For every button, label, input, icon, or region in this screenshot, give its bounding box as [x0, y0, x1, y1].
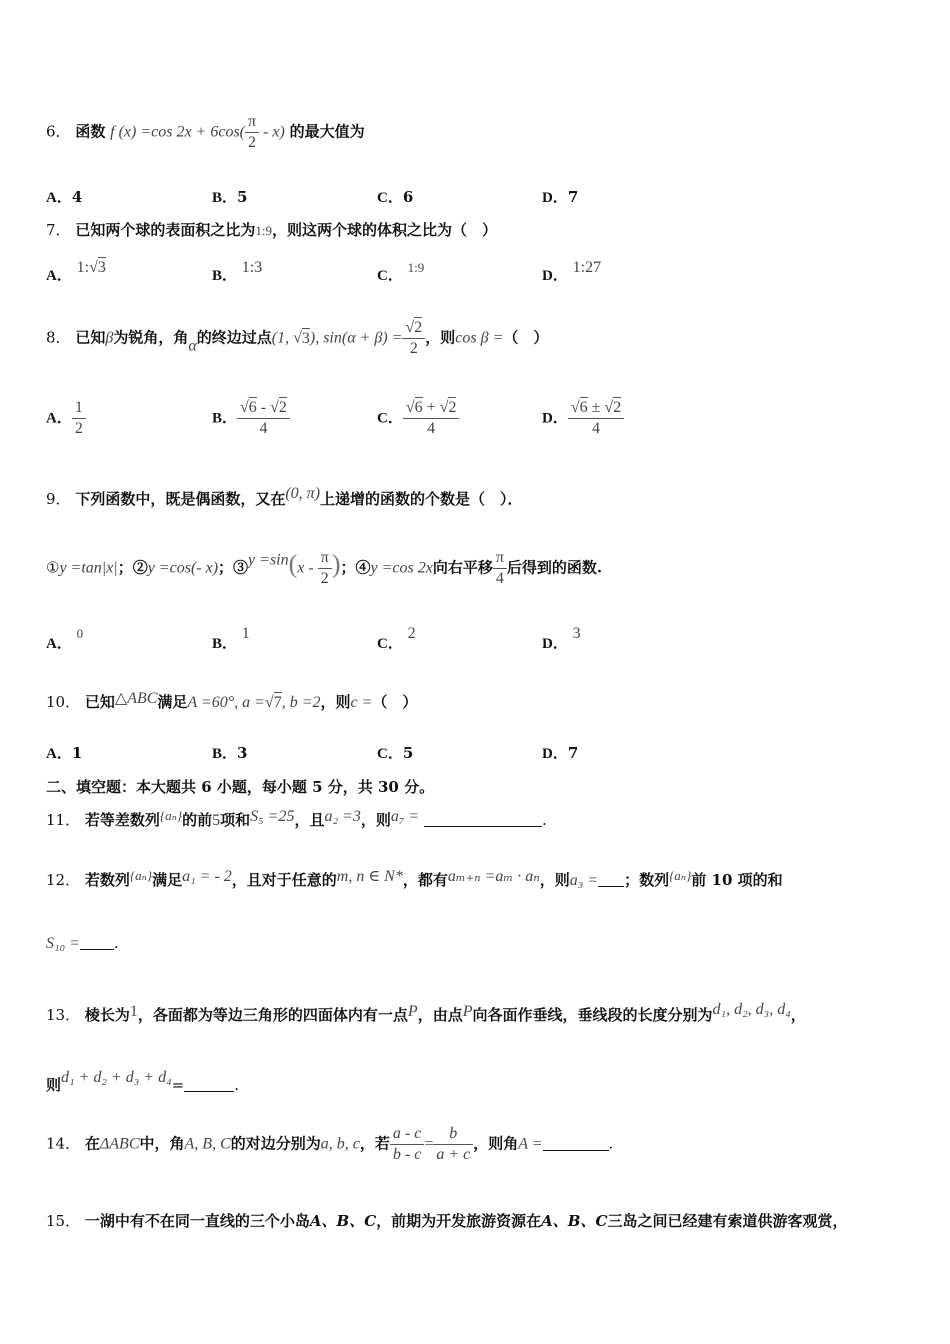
question-number: 13．: [46, 1006, 81, 1024]
text: 向右平移: [432, 558, 493, 577]
text: ，则: [320, 693, 351, 711]
denominator: a + c: [436, 1146, 471, 1163]
q10-option-c: [377, 742, 413, 763]
denominator: 2: [320, 570, 329, 587]
formula: a, b, c: [320, 1135, 360, 1153]
option-value: 1:: [76, 259, 90, 276]
text: 若等差数列: [84, 811, 160, 829]
text: 前 10 项的和: [691, 871, 783, 889]
q7-option-c: [377, 258, 424, 285]
text: 向各面作垂线，垂线段的长度分别为: [472, 1006, 713, 1024]
q8-option-a: [46, 398, 86, 439]
q9-option-b: [212, 624, 250, 653]
text: .: [608, 1134, 614, 1153]
answer-blank[interactable]: [80, 935, 114, 950]
radicand: 2: [278, 399, 287, 416]
radicand: 3: [97, 259, 106, 276]
option-label: D．: [542, 268, 568, 284]
text: 为锐角，角: [113, 328, 189, 347]
numerator: 1: [72, 398, 86, 419]
numerator: π: [245, 112, 259, 133]
numerator: π: [318, 548, 332, 569]
text: 中，角: [139, 1134, 185, 1153]
text: 项和: [220, 811, 251, 829]
q8-option-b: [212, 398, 290, 439]
text: 的对边分别为: [230, 1134, 321, 1153]
formula: {aₙ}: [159, 808, 183, 823]
text: 的前: [182, 811, 213, 829]
text: 棱长为: [84, 1006, 130, 1024]
q10-option-a: [46, 742, 82, 763]
answer-blank[interactable]: [543, 1136, 609, 1151]
text: ，则这两个球的体积之比为（ ）: [271, 221, 497, 239]
denominator: 4: [427, 420, 436, 437]
q8-option-d: [542, 398, 624, 439]
formula: a₂ =3: [324, 808, 361, 825]
text: 则: [46, 1076, 62, 1094]
fraction: $\frac{√6 + √2}{4}$: [403, 398, 460, 439]
text: ；数列: [624, 871, 670, 889]
question-number: 15．: [46, 1212, 81, 1230]
section-heading: 二、填空题：本大题共 6 小题，每小题 5 分，共 30 分。: [46, 778, 435, 796]
radicand: 7: [273, 694, 282, 711]
text: ，且对于任意的: [231, 871, 337, 889]
text: ，则: [425, 328, 456, 347]
text: ，若: [359, 1134, 390, 1153]
option-value: 7: [567, 744, 579, 762]
q6-option-c: [377, 186, 413, 207]
radicand: 2: [448, 399, 457, 416]
option-label: C．: [377, 746, 403, 762]
text: 上递增的函数的个数是（ ）．: [320, 490, 523, 508]
formula: a₇ =: [390, 808, 420, 825]
text: 已知两个球的表面积之比为: [75, 221, 256, 239]
option-value: 1:3: [241, 259, 263, 276]
option-value: 5: [237, 188, 248, 206]
question-number: 6．: [46, 122, 71, 141]
option-value: 5: [402, 744, 414, 762]
formula: y =sin: [248, 551, 289, 569]
answer-blank[interactable]: [598, 872, 624, 887]
formula: 1:9: [255, 223, 272, 238]
fraction: [433, 1124, 473, 1165]
fraction: [318, 548, 332, 589]
radicand: 3: [301, 329, 310, 347]
text: 已知: [84, 693, 115, 711]
text: （ ）: [503, 328, 549, 347]
option-value: 4: [71, 188, 83, 206]
question-6: [46, 112, 365, 153]
formula: {aₙ}: [669, 868, 692, 883]
denominator: 4: [592, 420, 601, 437]
formula: ΔABC: [99, 1135, 140, 1153]
formula: P: [407, 1003, 418, 1020]
formula: =: [424, 1135, 434, 1153]
radicand: 6: [248, 399, 257, 416]
text: （ ）: [372, 693, 418, 711]
numerator: π: [493, 548, 507, 569]
text: 一湖中有不在同一直线的三个小岛: [84, 1212, 310, 1230]
formula: x -: [297, 559, 318, 577]
operator: -: [256, 399, 271, 416]
formula: α: [188, 337, 197, 355]
text: 三岛之间已经建有索道供游客观赏，: [607, 1212, 848, 1230]
option-value: 0: [76, 626, 84, 641]
text: 的最大值为: [289, 122, 365, 141]
question-12: [46, 866, 783, 890]
q9-option-d: [542, 624, 581, 653]
radicand: 6: [579, 399, 588, 416]
fraction: $\frac{√6 \pm √2}{4}$: [568, 398, 624, 439]
text: =: [171, 1076, 185, 1094]
option-label: D．: [542, 190, 568, 206]
text: ，由点: [417, 1006, 463, 1024]
fraction: [390, 1124, 424, 1165]
question-number: 9．: [46, 490, 71, 508]
option-value: 2: [407, 625, 416, 642]
option-label: A．: [46, 410, 72, 427]
formula: S₁₀ =: [46, 935, 80, 952]
option-label: B．: [212, 190, 238, 206]
q10-option-d: [542, 742, 578, 763]
question-number: 14．: [46, 1134, 81, 1153]
denominator: b - c: [392, 1146, 422, 1163]
question-13-line2: [46, 1068, 239, 1095]
text: 函数: [75, 122, 106, 141]
numerator: b: [433, 1124, 473, 1145]
denominator: 2: [248, 134, 257, 151]
denominator: 2: [409, 340, 418, 357]
q8-option-c: [377, 398, 459, 439]
formula: A、B、C: [309, 1212, 377, 1230]
option-value: 1:27: [572, 259, 602, 276]
question-number: 12．: [46, 871, 81, 889]
question-13: [46, 1001, 806, 1025]
option-label: D．: [542, 636, 568, 652]
option-value: 6: [402, 188, 414, 206]
option-value: 3: [237, 744, 248, 762]
formula: P: [462, 1003, 473, 1020]
option-label: C．: [377, 268, 403, 284]
fraction: $\frac{√6 - √2}{4}$: [237, 398, 290, 439]
formula: f (x) =cos 2x + 6cos(: [110, 123, 246, 141]
option-label: D．: [542, 746, 568, 762]
option-label: B．: [212, 268, 238, 284]
q7-option-d: [542, 258, 601, 285]
option-label: C．: [377, 636, 403, 652]
text: ；②: [117, 558, 148, 577]
formula: A =: [518, 1135, 543, 1153]
formula: y =tan|x|: [59, 559, 118, 577]
option-label: A．: [46, 268, 72, 284]
question-number: 7．: [46, 221, 71, 239]
q6-option-b: [212, 186, 247, 207]
option-label: C．: [377, 410, 403, 427]
formula: - x): [259, 123, 285, 141]
option-label: B．: [212, 410, 238, 427]
fraction: [72, 398, 86, 439]
q9-option-c: [377, 624, 416, 653]
text: ①: [46, 558, 60, 577]
q6-option-d: [542, 186, 578, 207]
text: ，前期为开发旅游资源在: [376, 1212, 542, 1230]
text: ，: [790, 1006, 806, 1024]
q6-option-a: [46, 186, 82, 207]
question-11: [46, 808, 547, 830]
q9-option-a: [46, 624, 83, 653]
option-label: B．: [212, 746, 238, 762]
q7-option-b: [212, 258, 262, 285]
numerator: a - c: [390, 1124, 424, 1145]
text: .: [113, 934, 119, 952]
text: ，各面都为等边三角形的四面体内有一点: [137, 1006, 408, 1024]
radicand: 2: [414, 319, 423, 336]
text: 满足: [157, 693, 188, 711]
formula: S₅ =25: [250, 808, 295, 825]
answer-blank[interactable]: [184, 1077, 234, 1092]
question-7: [46, 219, 497, 240]
formula: y =cos(- x): [147, 559, 219, 577]
denominator: 2: [74, 420, 83, 437]
option-label: A．: [46, 746, 72, 762]
option-value: 3: [572, 625, 581, 642]
formula: m, n ∈ N*: [336, 868, 403, 885]
option-value: 7: [567, 188, 579, 206]
question-15: [46, 1210, 847, 1231]
formula: d₁ + d₂ + d₃ + d₄: [61, 1069, 172, 1086]
question-9: [46, 485, 523, 509]
text: 满足: [152, 871, 183, 889]
formula: aₘ₊ₙ =aₘ · aₙ: [447, 868, 540, 885]
text: 在: [84, 1134, 100, 1153]
text: ，则: [539, 871, 570, 889]
option-value: 1: [241, 625, 250, 642]
option-value: 1:9: [407, 260, 425, 275]
text: ，且: [294, 811, 325, 829]
question-12-line2: [46, 934, 119, 953]
radicand: 2: [613, 399, 622, 416]
text: 后得到的函数.: [506, 558, 603, 577]
question-number: 11．: [46, 811, 81, 829]
text: 若数列: [84, 871, 130, 889]
text: 的终边过点: [196, 328, 272, 347]
formula: A =60°, a =: [187, 694, 265, 711]
question-14: [46, 1124, 613, 1165]
text: .: [234, 1076, 240, 1094]
text: ；③: [218, 558, 249, 577]
denominator: 4: [495, 570, 504, 587]
formula: a₁ = - 2: [182, 868, 232, 885]
question-number: 10．: [46, 693, 81, 711]
operator: ±: [587, 399, 605, 416]
option-label: A．: [46, 636, 72, 652]
text: ；④: [340, 558, 371, 577]
text: ，则: [360, 811, 391, 829]
question-10: 10． 已知△ABC满足A =60°, a =√7, b =2，则c =（ ）: [46, 690, 418, 711]
option-label: C．: [377, 190, 403, 206]
option-label: D．: [542, 410, 568, 427]
answer-blank[interactable]: [424, 812, 542, 827]
formula: c =: [350, 694, 373, 711]
formula: ), sin(α + β) =: [309, 329, 403, 347]
text: 已知: [75, 328, 106, 347]
formula: cos β =: [455, 329, 504, 347]
formula: A, B, C: [184, 1135, 231, 1153]
q7-option-a: A． 1:√3: [46, 259, 106, 284]
fraction: [245, 112, 259, 153]
text: .: [541, 811, 547, 829]
formula: {aₙ}: [129, 868, 153, 883]
formula: △ABC: [114, 690, 158, 707]
text: ，则角: [473, 1134, 519, 1153]
fraction: $\frac{√2}{2}$: [402, 318, 425, 359]
formula: 1: [129, 1003, 138, 1020]
radicand: 6: [414, 399, 423, 416]
option-label: B．: [212, 636, 238, 652]
formula: , b =2: [281, 694, 321, 711]
q10-option-b: [212, 742, 247, 763]
text: ，都有: [402, 871, 448, 889]
formula: β: [105, 329, 114, 347]
fraction: [493, 548, 507, 589]
question-number: 8．: [46, 328, 71, 347]
formula: a₃ =: [569, 872, 599, 889]
denominator: 4: [259, 420, 268, 437]
formula: d₁, d₂, d₃, d₄: [712, 1001, 791, 1018]
option-value: 1: [71, 744, 83, 762]
formula: y =cos 2x: [370, 559, 433, 577]
formula: 5: [212, 812, 221, 829]
formula: A、B、C: [541, 1212, 608, 1230]
text: 下列函数中，既是偶函数，又在: [75, 490, 286, 508]
formula: (0, π): [285, 485, 321, 502]
question-8: 8． 已知β为锐角，角α的终边过点(1, √3), sin(α + β) = $\frac{√2}{2}$ ，则cos β =（ ）: [46, 319, 549, 357]
option-label: A．: [46, 190, 72, 206]
formula: (1,: [271, 329, 294, 347]
question-9-functions: ①y =tan|x|；②y =cos(- x)；③y =sin(x - $\frac{\pi}{2}$ )；④y =cos 2x向右平移 $\frac{\pi}{4}$ 后得到的函数.: [46, 549, 603, 587]
operator: +: [422, 399, 440, 416]
